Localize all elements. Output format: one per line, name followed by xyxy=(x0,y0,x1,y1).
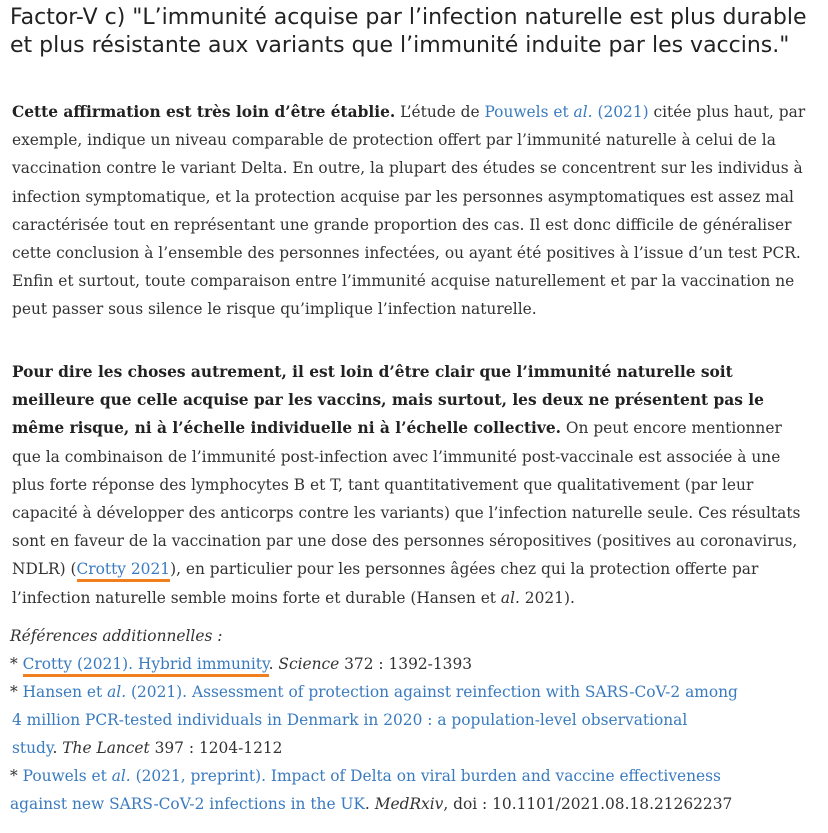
ref-pouwels-doi: , doi : 10.1101/2021.08.18.21262237 xyxy=(443,795,733,813)
p2-bold-lead: Pour dire les choses autrement, il est loin d’être clair que l’immunité naturelle soit meilleure que celle acquise par les vaccins, mais surtout, les deux ne présentent pas le même risque, ni à l’échelle individuelle ni à l’échelle collective. xyxy=(12,363,764,438)
paragraph-2 xyxy=(12,358,812,612)
p2-al: al. xyxy=(500,588,520,607)
pouwels-author[interactable]: Pouwels et xyxy=(22,767,112,785)
references-block xyxy=(10,622,810,818)
journal-science: Science xyxy=(278,655,340,673)
crotty-reference-link[interactable]: Crotty (2021). Hybrid immunity xyxy=(23,655,269,677)
ref-sep: . xyxy=(52,739,63,757)
p2-text-1: On peut encore mentionner que la combinaison de l’immunité post-infection avec l’immunité post-vaccinale est associée à une plus forte réponse des lymphocytes B et T, tant quantitativement que qualitativement (par leur capacité à développer des anticorps contre les variants) que l’infection naturelle seule. Ces résultats sont en faveur de la vaccination par une dose des personnes séropositives (positives au coronavirus, NDLR) ( xyxy=(12,419,801,579)
reference-crotty xyxy=(10,650,810,678)
hansen-reference-link[interactable] xyxy=(23,683,738,701)
paragraph-1 xyxy=(12,98,812,324)
pouwels-link-al[interactable]: al. xyxy=(573,103,593,121)
hansen-title-1[interactable]: (2021). Assessment of protection against reinfection with SARS-CoV-2 among xyxy=(126,683,738,701)
journal-medrxiv: MedRxiv xyxy=(374,795,444,813)
pouwels-link-year[interactable]: (2021) xyxy=(592,103,649,121)
p1-text-2: citée plus haut, par exemple, indique un niveau comparable de protection offert par l’immunité naturelle à celui de la vaccination contre le variant Delta. En outre, la plupart des études se concentrent sur les individus à infection symptomatique, et la protection acquise par les personnes asymptomatiques est assez mal caractérisée tout en représentant une grande proportion des cas. Il est donc difficile de généraliser cette conclusion à l’ensemble des personnes infectées, ou ayant été positives à l’issue d’un test PCR. Enfin et surtout, toute comparaison entre l’immunité acquise naturellement et par la vaccination ne peut passer sous silence le risque qu’implique l’infection naturelle. xyxy=(12,103,806,319)
pouwels-reference-link[interactable] xyxy=(23,767,721,785)
pouwels-reference-link-line2[interactable]: against new SARS-CoV-2 infections in the UK xyxy=(10,795,365,813)
bullet-star: * xyxy=(10,767,23,785)
hansen-author[interactable]: Hansen et xyxy=(22,683,108,701)
section-heading: Factor-V c) "L’immunité acquise par l’infection naturelle est plus durable et plus résistante aux variants que l’immunité induite par les vaccins." xyxy=(10,5,807,58)
pouwels-link-author[interactable]: Pouwels et xyxy=(484,103,574,121)
hansen-al[interactable]: al. xyxy=(107,683,127,701)
journal-lancet: The Lancet xyxy=(62,739,150,757)
p1-text-1: L’étude de xyxy=(395,103,485,121)
pouwels-title-1[interactable]: (2021, preprint). Impact of Delta on viral burden and vaccine effectiveness xyxy=(130,767,721,785)
crotty-2021-link[interactable]: Crotty 2021 xyxy=(77,560,171,582)
p1-bold-lead: Cette affirmation est très loin d’être établie. xyxy=(12,103,396,121)
references-title: Références additionnelles : xyxy=(10,627,223,645)
hansen-reference-link-line3[interactable]: study xyxy=(12,739,53,757)
ref-hansen-pages: 397 : 1204-1212 xyxy=(149,739,283,757)
ref-sep: . xyxy=(268,655,279,673)
ref-crotty-pages: 372 : 1392-1393 xyxy=(339,655,473,673)
bullet-star: * xyxy=(10,655,23,673)
hansen-reference-link-line2[interactable]: 4 million PCR-tested individuals in Denmark in 2020 : a population-level observational xyxy=(12,711,688,729)
pouwels-al[interactable]: al. xyxy=(111,767,131,785)
ref-sep: . xyxy=(364,795,375,813)
p2-text-2: ), en particulier pour les personnes âgées chez qui la protection offerte par l’infection naturelle semble moins forte et durable (Hansen et xyxy=(12,560,759,607)
p2-text-3: 2021). xyxy=(519,588,575,607)
reference-pouwels xyxy=(10,762,810,818)
pouwels-link[interactable] xyxy=(484,103,648,121)
reference-hansen xyxy=(10,678,810,762)
bullet-star: * xyxy=(10,683,23,701)
